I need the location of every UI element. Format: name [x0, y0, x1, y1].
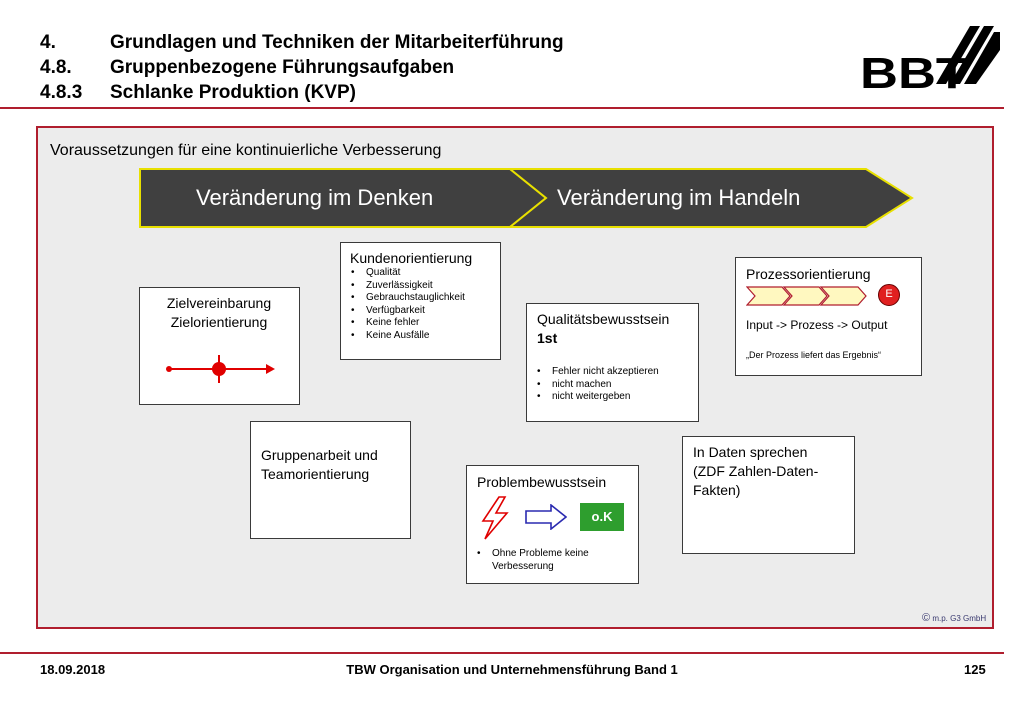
list-item: • Gebrauchstauglichkeit: [347, 292, 465, 305]
prozess-quote: „Der Prozess liefert das Ergebnis“: [746, 350, 882, 360]
badge-e: E: [878, 284, 900, 306]
problem-list: [473, 548, 633, 573]
intro-text: Voraussetzungen für eine kontinuierliche Verbesserung: [50, 142, 442, 159]
list-item: • Ohne Probleme keine Verbesserung: [473, 548, 633, 573]
qualitaet-list: [533, 366, 659, 404]
daten-line-2: (ZDF Zahlen-Daten-: [693, 463, 819, 479]
list-item: • nicht weitergeben: [533, 391, 659, 404]
target-arrow-icon: [164, 354, 276, 384]
gruppen-box: [250, 421, 411, 539]
ziel-box: [139, 287, 300, 405]
problem-title: Problembewusstsein: [477, 474, 607, 490]
list-item: • nicht machen: [533, 379, 659, 392]
prozess-line: Input -> Prozess -> Output: [746, 318, 888, 332]
qualitaet-title: Qualitätsbewusstsein: [537, 311, 670, 327]
gruppen-line-2: Teamorientierung: [261, 466, 370, 482]
copyright: [922, 612, 986, 625]
list-item: • Keine fehler: [347, 317, 465, 330]
qualitaet-box: [526, 303, 699, 422]
prozess-box: [735, 257, 922, 376]
lightning-icon: [479, 496, 511, 540]
gruppen-line-1: Gruppenarbeit und: [261, 447, 378, 463]
daten-box: [682, 436, 855, 554]
section-title: Grundlagen und Techniken der Mitarbeiterführung: [110, 32, 564, 53]
qualitaet-subtitle: 1st: [537, 330, 558, 346]
footer-page-number: 125: [964, 662, 986, 677]
arrow-label-handeln: Veränderung im Handeln: [557, 185, 801, 210]
svg-text:BBT: BBT: [860, 49, 969, 98]
problem-box: [466, 465, 639, 584]
kunden-list: [347, 267, 465, 343]
list-item: • Keine Ausfälle: [347, 330, 465, 343]
header-divider: [0, 107, 1004, 109]
prozess-title: Prozessorientierung: [746, 266, 871, 282]
list-item: • Zuverlässigkeit: [347, 280, 465, 293]
footer-divider: [0, 652, 1004, 654]
section-title: Gruppenbezogene Führungsaufgaben: [110, 57, 455, 78]
section-number: 4.: [40, 32, 56, 53]
ok-badge: o.K: [580, 503, 624, 531]
list-item: • Verfügbarkeit: [347, 305, 465, 318]
daten-line-1: In Daten sprechen: [693, 444, 808, 460]
ziel-line-1: Zielvereinbarung: [166, 295, 272, 311]
kunden-box: [340, 242, 501, 360]
process-chain-icon: [746, 286, 876, 306]
list-item: • Qualität: [347, 267, 465, 280]
header-row-2: [40, 56, 454, 80]
header-row-1: [40, 31, 564, 55]
copyright-icon: ©: [922, 612, 931, 624]
bbt-logo: [858, 22, 1003, 102]
header-row-3: [40, 81, 356, 105]
footer-title: TBW Organisation und Unternehmensführung Band 1: [346, 662, 678, 677]
section-number: 4.8.3: [40, 82, 83, 103]
copyright-text: m.p. G3 GmbH: [932, 614, 987, 623]
daten-line-3: Fakten): [693, 482, 741, 498]
arrow-label-denken: Veränderung im Denken: [196, 185, 434, 210]
right-arrow-icon: [525, 504, 567, 530]
kunden-title: Kundenorientierung: [350, 250, 473, 266]
footer-date: 18.09.2018: [40, 662, 106, 677]
section-title: Schlanke Produktion (KVP): [110, 82, 356, 103]
ziel-line-2: Zielorientierung: [170, 314, 268, 330]
list-item: • Fehler nicht akzeptieren: [533, 366, 659, 379]
section-number: 4.8.: [40, 57, 72, 78]
